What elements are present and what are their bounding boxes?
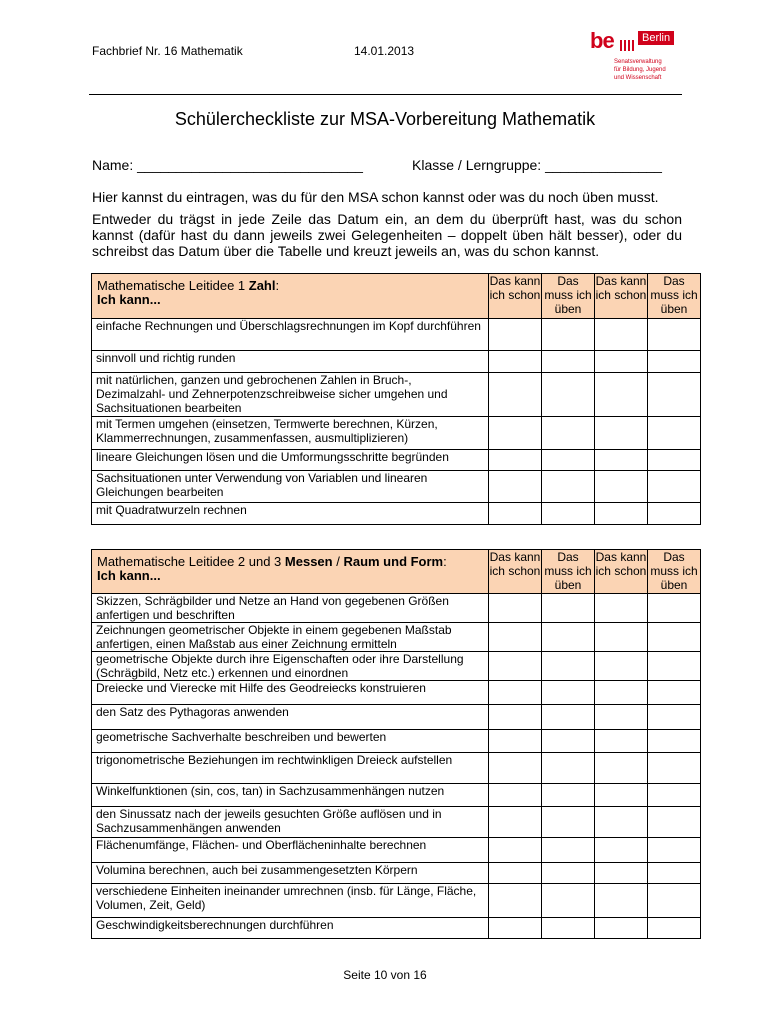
table-header-row [92, 550, 701, 594]
check-cell[interactable] [648, 623, 701, 652]
heading-bold: Messen [284, 554, 333, 569]
check-cell[interactable] [595, 681, 648, 705]
check-cell[interactable] [648, 807, 701, 838]
competency-text: Zeichnungen geometrischer Objekte in einem gegebenen Maßstab anfertigen, einen Maßstab aus einer Zeichnung ermitteln [92, 623, 489, 652]
competency-text: Winkelfunktionen (sin, cos, tan) in Sachzusammenhängen nutzen [92, 784, 489, 807]
check-cell[interactable] [648, 594, 701, 623]
check-cell[interactable] [489, 417, 542, 450]
check-cell[interactable] [542, 373, 595, 417]
check-cell[interactable] [542, 838, 595, 863]
table-row [92, 594, 701, 623]
check-cell[interactable] [648, 705, 701, 730]
logo-subtitle [614, 58, 686, 82]
page-title: Schülercheckliste zur MSA-Vorbereitung Mathematik [174, 109, 596, 129]
table-row [92, 417, 701, 450]
check-cell[interactable] [595, 807, 648, 838]
check-cell[interactable] [595, 753, 648, 784]
check-cell[interactable] [595, 471, 648, 503]
name-field[interactable]: Name: _____________________________ [92, 157, 363, 173]
competency-text: den Sinussatz nach der jeweils gesuchten Größe auflösen und in Sachzusammenhängen anwenden [92, 807, 489, 838]
check-cell[interactable] [489, 884, 542, 918]
check-cell[interactable] [595, 623, 648, 652]
check-cell[interactable] [542, 863, 595, 884]
competency-text: Sachsituationen unter Verwendung von Variablen und linearen Gleichungen bearbeiten [92, 471, 489, 503]
competency-text: lineare Gleichungen lösen und die Umformungsschritte begründen [92, 450, 489, 471]
competency-text: trigonometrische Beziehungen im rechtwinkligen Dreieck aufstellen [92, 753, 489, 784]
table-row [92, 784, 701, 807]
table-row [92, 503, 701, 525]
competency-text: Flächenumfänge, Flächen- und Oberflächeninhalte berechnen [92, 838, 489, 863]
competency-text: Skizzen, Schrägbilder und Netze an Hand von gegebenen Größen anfertigen und beschriften [92, 594, 489, 623]
check-cell[interactable] [542, 730, 595, 753]
check-cell[interactable] [648, 652, 701, 681]
berlin-logo [590, 28, 685, 90]
competency-text: mit natürlichen, ganzen und gebrochenen Zahlen in Bruch-, Dezimalzahl- und Zehnerpotenzschreibweise sicher umgehen und Sachsituationen bearbeiten [92, 373, 489, 417]
logo-sub-line: Senatsverwaltung [614, 59, 662, 65]
table-row [92, 681, 701, 705]
check-cell[interactable] [595, 838, 648, 863]
table-heading [92, 550, 489, 594]
logo-sub-line: für Bildung, Jugend [614, 67, 666, 73]
check-cell[interactable] [489, 471, 542, 503]
competency-text: mit Termen umgehen (einsetzen, Termwerte berechnen, Kürzen, Klammerrechnungen, zusammenfassen, ausmultiplizieren) [92, 417, 489, 450]
table-row [92, 884, 701, 918]
check-cell[interactable] [489, 784, 542, 807]
intro-paragraph: Entweder du trägst in jede Zeile das Datum ein, an dem du überprüft hast, was du schon kannst (dafür hast du dann jeweils zwei Gelegenheiten – doppelt üben hält besser), oder du schreibst das Datum über die Tabelle und kreuzt jeweils an, was du schon kannst. [92, 211, 682, 259]
check-cell[interactable] [595, 705, 648, 730]
check-cell[interactable] [595, 450, 648, 471]
competency-text: einfache Rechnungen und Überschlagsrechnungen im Kopf durchführen [92, 319, 489, 351]
heading-bold: Zahl [248, 278, 276, 293]
check-cell[interactable] [595, 373, 648, 417]
table-row [92, 319, 701, 351]
table-row [92, 753, 701, 784]
check-cell[interactable] [648, 503, 701, 525]
check-cell[interactable] [542, 753, 595, 784]
check-cell[interactable] [489, 652, 542, 681]
check-cell[interactable] [542, 652, 595, 681]
heading-ich-kann: Ich kann... [97, 292, 161, 307]
check-cell[interactable] [595, 863, 648, 884]
header-date: 14.01.2013 [354, 44, 415, 58]
check-cell[interactable] [489, 594, 542, 623]
table-row [92, 705, 701, 730]
competency-text: Dreiecke und Vierecke mit Hilfe des Geodreiecks konstruieren [92, 681, 489, 705]
heading-text: / [332, 554, 344, 569]
table-row [92, 471, 701, 503]
klasse-field[interactable]: Klasse / Lerngruppe: _______________ [412, 157, 662, 173]
check-cell[interactable] [648, 918, 701, 939]
check-cell[interactable] [648, 681, 701, 705]
check-cell[interactable] [542, 681, 595, 705]
heading-ich-kann: Ich kann... [97, 568, 161, 583]
heading-text: : [275, 278, 280, 293]
check-cell[interactable] [542, 784, 595, 807]
check-cell[interactable] [489, 918, 542, 939]
check-cell[interactable] [648, 450, 701, 471]
check-cell[interactable] [648, 351, 701, 373]
header-left: Fachbrief Nr. 16 Mathematik [92, 44, 243, 58]
heading-bold: Raum und Form [343, 554, 444, 569]
check-cell[interactable] [489, 503, 542, 525]
check-cell[interactable] [489, 681, 542, 705]
check-cell[interactable] [595, 652, 648, 681]
check-cell[interactable] [542, 884, 595, 918]
competency-text: geometrische Sachverhalte beschreiben und bewerten [92, 730, 489, 753]
check-cell[interactable] [542, 471, 595, 503]
check-cell[interactable] [489, 753, 542, 784]
heading-text: Mathematische Leitidee 2 und 3 [97, 554, 285, 569]
col-header: Das kann ich schon [595, 274, 648, 319]
check-cell[interactable] [489, 705, 542, 730]
check-cell[interactable] [542, 417, 595, 450]
check-cell[interactable] [648, 838, 701, 863]
check-cell[interactable] [595, 784, 648, 807]
checklist-table-zahl [91, 273, 701, 525]
table-row [92, 730, 701, 753]
check-cell[interactable] [542, 503, 595, 525]
table-row [92, 450, 701, 471]
competency-text: Volumina berechnen, auch bei zusammengesetzten Körpern [92, 863, 489, 884]
col-header: Das kann ich schon [489, 550, 542, 594]
competency-text: verschiedene Einheiten ineinander umrechnen (insb. für Länge, Fläche, Volumen, Zeit, Geld) [92, 884, 489, 918]
page-footer: Seite 10 von 16 [343, 968, 427, 982]
table-row [92, 918, 701, 939]
check-cell[interactable] [648, 417, 701, 450]
check-cell[interactable] [648, 373, 701, 417]
col-header: Das kann ich schon [595, 550, 648, 594]
competency-text: Geschwindigkeitsberechnungen durchführen [92, 918, 489, 939]
logo-sub-line: und Wissenschaft [614, 75, 662, 81]
check-cell[interactable] [489, 730, 542, 753]
check-cell[interactable] [542, 351, 595, 373]
table-row [92, 863, 701, 884]
check-cell[interactable] [595, 730, 648, 753]
competency-text: geometrische Objekte durch ihre Eigenschaften oder ihre Darstellung (Schrägbild, Netz etc.) erkennen und einordnen [92, 652, 489, 681]
col-header: Das muss ich üben [542, 550, 595, 594]
check-cell[interactable] [542, 807, 595, 838]
logo-be: be [590, 28, 614, 53]
check-cell[interactable] [542, 918, 595, 939]
check-cell[interactable] [542, 319, 595, 351]
check-cell[interactable] [489, 623, 542, 652]
table-heading [92, 274, 489, 319]
check-cell[interactable] [489, 863, 542, 884]
table-row [92, 652, 701, 681]
competency-text: sinnvoll und richtig runden [92, 351, 489, 373]
col-header: Das muss ich üben [648, 274, 701, 319]
check-cell[interactable] [648, 319, 701, 351]
table-row [92, 351, 701, 373]
check-cell[interactable] [595, 319, 648, 351]
table-row [92, 807, 701, 838]
check-cell[interactable] [489, 351, 542, 373]
checklist-table-messen-raum-form [91, 549, 701, 939]
check-cell[interactable] [489, 807, 542, 838]
check-cell[interactable] [648, 884, 701, 918]
check-cell[interactable] [648, 784, 701, 807]
check-cell[interactable] [595, 351, 648, 373]
check-cell[interactable] [648, 471, 701, 503]
check-cell[interactable] [595, 884, 648, 918]
check-cell[interactable] [489, 373, 542, 417]
heading-text: Mathematische Leitidee 1 [97, 278, 249, 293]
table-header-row [92, 274, 701, 319]
check-cell[interactable] [489, 838, 542, 863]
check-cell[interactable] [595, 417, 648, 450]
check-cell[interactable] [648, 730, 701, 753]
check-cell[interactable] [595, 503, 648, 525]
check-cell[interactable] [489, 319, 542, 351]
check-cell[interactable] [542, 594, 595, 623]
check-cell[interactable] [595, 594, 648, 623]
check-cell[interactable] [648, 863, 701, 884]
table-row [92, 838, 701, 863]
check-cell[interactable] [489, 450, 542, 471]
col-header: Das muss ich üben [648, 550, 701, 594]
logo-berlin: Berlin [638, 31, 674, 45]
heading-text: : [443, 554, 447, 569]
check-cell[interactable] [542, 623, 595, 652]
col-header: Das muss ich üben [542, 274, 595, 319]
check-cell[interactable] [595, 918, 648, 939]
competency-text: mit Quadratwurzeln rechnen [92, 503, 489, 525]
check-cell[interactable] [542, 705, 595, 730]
header-rule [89, 94, 682, 95]
check-cell[interactable] [542, 450, 595, 471]
competency-text: den Satz des Pythagoras anwenden [92, 705, 489, 730]
logo-bars-icon [620, 40, 636, 51]
intro-line: Hier kannst du eintragen, was du für den MSA schon kannst oder was du noch üben musst. [92, 189, 659, 205]
table-row [92, 623, 701, 652]
table-row [92, 373, 701, 417]
check-cell[interactable] [648, 753, 701, 784]
col-header: Das kann ich schon [489, 274, 542, 319]
